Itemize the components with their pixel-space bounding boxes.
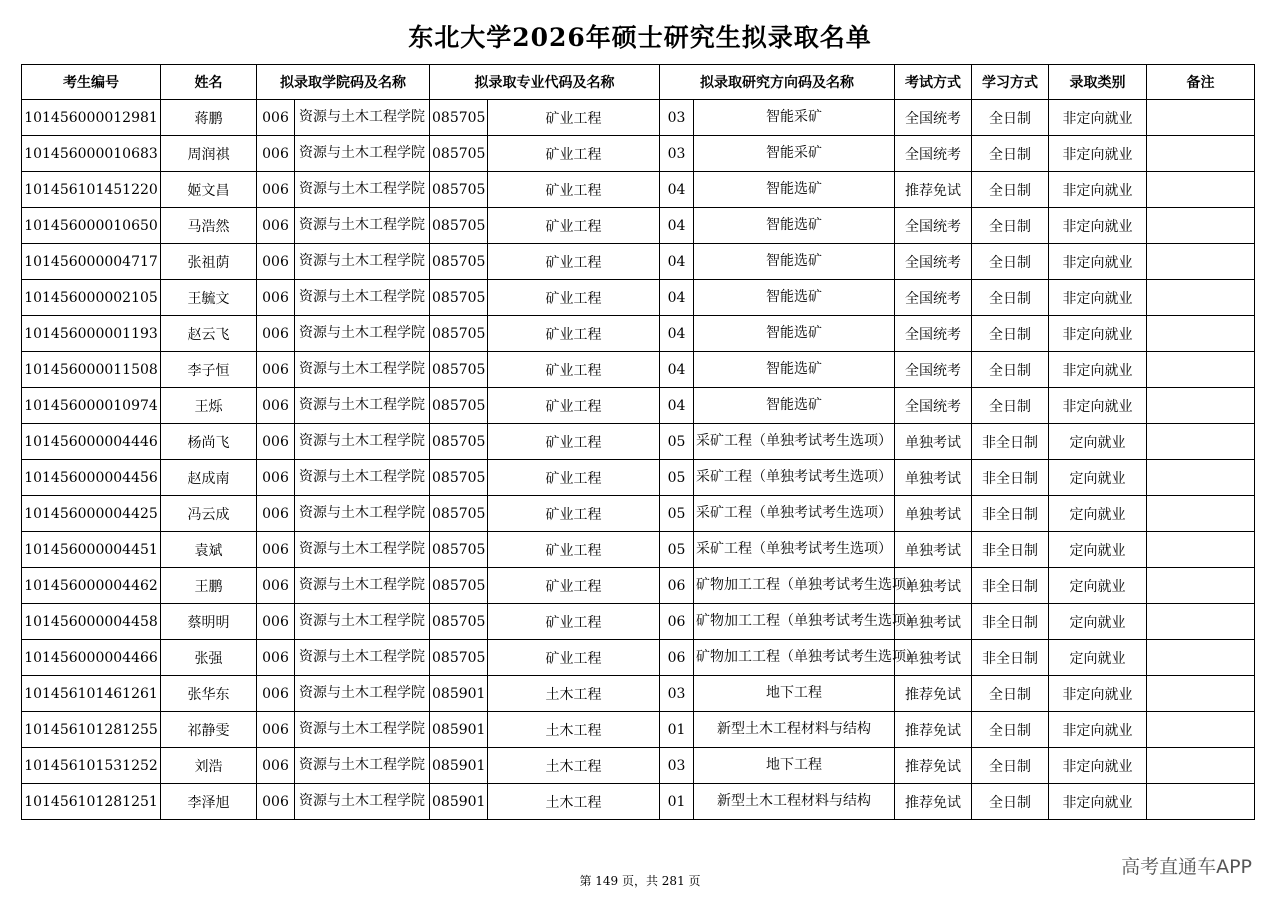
cell-direction-name: 智能采矿 <box>694 100 895 136</box>
cell-major-code: 085705 <box>430 388 488 424</box>
cell-direction-code: 05 <box>660 460 694 496</box>
cell-direction-code: 03 <box>660 136 694 172</box>
cell-major-code: 085705 <box>430 604 488 640</box>
cell-major-name: 土木工程 <box>488 676 660 712</box>
cell-study-mode: 非全日制 <box>972 532 1049 568</box>
cell-major-name: 矿业工程 <box>488 568 660 604</box>
cell-remark <box>1147 352 1255 388</box>
cell-school-name: 资源与土木工程学院 <box>295 388 430 424</box>
cell-major-code: 085705 <box>430 316 488 352</box>
cell-study-mode: 全日制 <box>972 136 1049 172</box>
cell-direction-code: 03 <box>660 100 694 136</box>
cell-major-code: 085705 <box>430 460 488 496</box>
cell-category: 非定向就业 <box>1049 172 1147 208</box>
table-row <box>22 388 1255 424</box>
cell-major-code: 085705 <box>430 136 488 172</box>
table-row <box>22 676 1255 712</box>
cell-category: 定向就业 <box>1049 640 1147 676</box>
cell-direction-name: 采矿工程（单独考试考生选项） <box>694 532 895 568</box>
cell-name: 祁静雯 <box>161 712 257 748</box>
cell-school-code: 006 <box>257 712 295 748</box>
cell-school-name: 资源与土木工程学院 <box>295 460 430 496</box>
cell-name: 蒋鹏 <box>161 100 257 136</box>
cell-major-code: 085705 <box>430 352 488 388</box>
table-row <box>22 208 1255 244</box>
table-body <box>22 100 1255 820</box>
watermark: 高考直通车APP <box>1121 856 1252 878</box>
cell-remark <box>1147 244 1255 280</box>
cell-study-mode: 全日制 <box>972 748 1049 784</box>
cell-direction-name: 采矿工程（单独考试考生选项） <box>694 460 895 496</box>
table-row <box>22 460 1255 496</box>
cell-school-code: 006 <box>257 640 295 676</box>
cell-direction-name: 智能选矿 <box>694 244 895 280</box>
cell-exam-type: 全国统考 <box>895 280 972 316</box>
cell-category: 非定向就业 <box>1049 748 1147 784</box>
cell-major-name: 矿业工程 <box>488 316 660 352</box>
cell-exam-id: 101456000010974 <box>22 388 161 424</box>
cell-category: 非定向就业 <box>1049 136 1147 172</box>
cell-major-code: 085705 <box>430 244 488 280</box>
table-row <box>22 100 1255 136</box>
cell-school-name: 资源与土木工程学院 <box>295 604 430 640</box>
cell-major-name: 矿业工程 <box>488 532 660 568</box>
table-row <box>22 352 1255 388</box>
cell-category: 定向就业 <box>1049 568 1147 604</box>
table-row <box>22 568 1255 604</box>
table-row <box>22 316 1255 352</box>
cell-major-code: 085705 <box>430 424 488 460</box>
cell-direction-name: 采矿工程（单独考试考生选项） <box>694 424 895 460</box>
cell-exam-id: 101456000004717 <box>22 244 161 280</box>
cell-study-mode: 非全日制 <box>972 604 1049 640</box>
cell-school-code: 006 <box>257 568 295 604</box>
cell-study-mode: 全日制 <box>972 244 1049 280</box>
table-row <box>22 604 1255 640</box>
cell-category: 定向就业 <box>1049 532 1147 568</box>
header-study-mode: 学习方式 <box>972 65 1049 100</box>
cell-direction-name: 智能采矿 <box>694 136 895 172</box>
cell-remark <box>1147 172 1255 208</box>
cell-exam-id: 101456000004458 <box>22 604 161 640</box>
cell-exam-id: 101456000004456 <box>22 460 161 496</box>
cell-exam-type: 单独考试 <box>895 568 972 604</box>
cell-major-name: 矿业工程 <box>488 136 660 172</box>
table-row <box>22 280 1255 316</box>
cell-study-mode: 全日制 <box>972 676 1049 712</box>
cell-major-code: 085705 <box>430 208 488 244</box>
header-exam-type: 考试方式 <box>895 65 972 100</box>
cell-name: 张华东 <box>161 676 257 712</box>
cell-name: 冯云成 <box>161 496 257 532</box>
cell-exam-type: 全国统考 <box>895 388 972 424</box>
cell-major-code: 085705 <box>430 172 488 208</box>
cell-school-name: 资源与土木工程学院 <box>295 748 430 784</box>
cell-exam-type: 推荐免试 <box>895 712 972 748</box>
cell-major-name: 矿业工程 <box>488 640 660 676</box>
cell-exam-type: 全国统考 <box>895 208 972 244</box>
page-title: 东北大学2026年硕士研究生拟录取名单 <box>408 23 872 52</box>
cell-major-name: 矿业工程 <box>488 280 660 316</box>
cell-major-code: 085705 <box>430 532 488 568</box>
cell-remark <box>1147 604 1255 640</box>
table-row <box>22 748 1255 784</box>
cell-school-name: 资源与土木工程学院 <box>295 316 430 352</box>
cell-category: 非定向就业 <box>1049 784 1147 820</box>
cell-school-name: 资源与土木工程学院 <box>295 352 430 388</box>
cell-exam-id: 101456000001193 <box>22 316 161 352</box>
cell-exam-type: 单独考试 <box>895 424 972 460</box>
cell-major-name: 土木工程 <box>488 748 660 784</box>
cell-study-mode: 全日制 <box>972 388 1049 424</box>
cell-exam-type: 推荐免试 <box>895 748 972 784</box>
cell-category: 非定向就业 <box>1049 352 1147 388</box>
cell-study-mode: 全日制 <box>972 712 1049 748</box>
cell-school-code: 006 <box>257 388 295 424</box>
page-number-footer: 第 149 页，共 281 页 <box>579 874 701 888</box>
cell-name: 袁斌 <box>161 532 257 568</box>
cell-category: 非定向就业 <box>1049 388 1147 424</box>
cell-major-code: 085901 <box>430 712 488 748</box>
cell-school-name: 资源与土木工程学院 <box>295 496 430 532</box>
cell-exam-type: 推荐免试 <box>895 676 972 712</box>
cell-name: 姬文昌 <box>161 172 257 208</box>
cell-remark <box>1147 388 1255 424</box>
cell-major-code: 085705 <box>430 100 488 136</box>
cell-exam-type: 单独考试 <box>895 460 972 496</box>
cell-exam-type: 全国统考 <box>895 100 972 136</box>
cell-school-name: 资源与土木工程学院 <box>295 136 430 172</box>
cell-category: 定向就业 <box>1049 460 1147 496</box>
cell-name: 刘浩 <box>161 748 257 784</box>
cell-school-name: 资源与土木工程学院 <box>295 640 430 676</box>
cell-remark <box>1147 712 1255 748</box>
cell-name: 蔡明明 <box>161 604 257 640</box>
cell-study-mode: 全日制 <box>972 172 1049 208</box>
cell-direction-name: 新型土木工程材料与结构 <box>694 784 895 820</box>
cell-direction-name: 矿物加工工程（单独考试考生选项） <box>694 568 895 604</box>
cell-exam-type: 全国统考 <box>895 136 972 172</box>
header-name: 姓名 <box>161 65 257 100</box>
cell-direction-code: 05 <box>660 496 694 532</box>
cell-major-name: 矿业工程 <box>488 100 660 136</box>
cell-remark <box>1147 784 1255 820</box>
table-row <box>22 784 1255 820</box>
cell-remark <box>1147 532 1255 568</box>
cell-exam-type: 全国统考 <box>895 316 972 352</box>
cell-direction-code: 04 <box>660 208 694 244</box>
cell-direction-code: 04 <box>660 388 694 424</box>
cell-school-code: 006 <box>257 676 295 712</box>
table-row <box>22 244 1255 280</box>
header-exam-id: 考生编号 <box>22 65 161 100</box>
cell-school-name: 资源与土木工程学院 <box>295 100 430 136</box>
header-direction: 拟录取研究方向码及名称 <box>660 65 895 100</box>
table-row <box>22 136 1255 172</box>
cell-direction-code: 05 <box>660 424 694 460</box>
table-row <box>22 172 1255 208</box>
cell-direction-code: 06 <box>660 604 694 640</box>
cell-exam-type: 单独考试 <box>895 496 972 532</box>
cell-exam-id: 101456000004462 <box>22 568 161 604</box>
cell-direction-name: 矿物加工工程（单独考试考生选项） <box>694 640 895 676</box>
cell-direction-name: 地下工程 <box>694 748 895 784</box>
header-remark: 备注 <box>1147 65 1255 100</box>
cell-school-code: 006 <box>257 244 295 280</box>
cell-category: 非定向就业 <box>1049 280 1147 316</box>
cell-study-mode: 非全日制 <box>972 496 1049 532</box>
cell-remark <box>1147 100 1255 136</box>
cell-direction-code: 04 <box>660 244 694 280</box>
cell-school-code: 006 <box>257 496 295 532</box>
cell-direction-code: 04 <box>660 280 694 316</box>
cell-name: 赵成南 <box>161 460 257 496</box>
cell-major-name: 矿业工程 <box>488 172 660 208</box>
cell-name: 李子恒 <box>161 352 257 388</box>
cell-remark <box>1147 496 1255 532</box>
cell-school-code: 006 <box>257 316 295 352</box>
cell-study-mode: 非全日制 <box>972 460 1049 496</box>
cell-name: 马浩然 <box>161 208 257 244</box>
cell-direction-name: 智能选矿 <box>694 316 895 352</box>
admission-table <box>21 64 1255 820</box>
cell-school-name: 资源与土木工程学院 <box>295 568 430 604</box>
cell-school-code: 006 <box>257 100 295 136</box>
cell-exam-id: 101456101281251 <box>22 784 161 820</box>
cell-study-mode: 非全日制 <box>972 640 1049 676</box>
cell-direction-code: 03 <box>660 748 694 784</box>
table-row <box>22 712 1255 748</box>
cell-school-name: 资源与土木工程学院 <box>295 208 430 244</box>
cell-school-name: 资源与土木工程学院 <box>295 424 430 460</box>
cell-category: 非定向就业 <box>1049 712 1147 748</box>
cell-school-code: 006 <box>257 208 295 244</box>
cell-remark <box>1147 316 1255 352</box>
cell-study-mode: 非全日制 <box>972 424 1049 460</box>
cell-school-code: 006 <box>257 136 295 172</box>
cell-major-name: 矿业工程 <box>488 352 660 388</box>
cell-study-mode: 全日制 <box>972 208 1049 244</box>
header-major: 拟录取专业代码及名称 <box>430 65 660 100</box>
cell-direction-name: 智能选矿 <box>694 280 895 316</box>
cell-name: 王毓文 <box>161 280 257 316</box>
cell-school-code: 006 <box>257 748 295 784</box>
cell-direction-code: 06 <box>660 640 694 676</box>
cell-exam-id: 101456000011508 <box>22 352 161 388</box>
cell-exam-type: 推荐免试 <box>895 172 972 208</box>
cell-category: 非定向就业 <box>1049 676 1147 712</box>
cell-category: 定向就业 <box>1049 424 1147 460</box>
cell-exam-id: 101456000012981 <box>22 100 161 136</box>
cell-direction-name: 新型土木工程材料与结构 <box>694 712 895 748</box>
cell-school-name: 资源与土木工程学院 <box>295 244 430 280</box>
cell-school-code: 006 <box>257 424 295 460</box>
cell-name: 杨尚飞 <box>161 424 257 460</box>
table-row <box>22 424 1255 460</box>
cell-school-name: 资源与土木工程学院 <box>295 280 430 316</box>
cell-exam-id: 101456000010650 <box>22 208 161 244</box>
cell-direction-name: 智能选矿 <box>694 388 895 424</box>
cell-direction-code: 04 <box>660 316 694 352</box>
cell-exam-type: 全国统考 <box>895 352 972 388</box>
cell-exam-id: 101456101531252 <box>22 748 161 784</box>
cell-major-name: 土木工程 <box>488 712 660 748</box>
cell-study-mode: 全日制 <box>972 784 1049 820</box>
cell-major-name: 土木工程 <box>488 784 660 820</box>
cell-remark <box>1147 136 1255 172</box>
cell-major-code: 085705 <box>430 640 488 676</box>
cell-exam-type: 全国统考 <box>895 244 972 280</box>
cell-school-name: 资源与土木工程学院 <box>295 532 430 568</box>
cell-study-mode: 全日制 <box>972 280 1049 316</box>
cell-study-mode: 全日制 <box>972 316 1049 352</box>
cell-school-code: 006 <box>257 604 295 640</box>
cell-name: 李泽旭 <box>161 784 257 820</box>
cell-major-name: 矿业工程 <box>488 424 660 460</box>
table-header-row <box>22 65 1255 100</box>
cell-direction-code: 04 <box>660 172 694 208</box>
table-row <box>22 496 1255 532</box>
cell-direction-code: 01 <box>660 784 694 820</box>
cell-direction-code: 04 <box>660 352 694 388</box>
table-row <box>22 532 1255 568</box>
cell-major-name: 矿业工程 <box>488 388 660 424</box>
cell-name: 张强 <box>161 640 257 676</box>
cell-exam-id: 101456000004446 <box>22 424 161 460</box>
cell-exam-id: 101456000010683 <box>22 136 161 172</box>
cell-direction-name: 智能选矿 <box>694 208 895 244</box>
cell-category: 非定向就业 <box>1049 316 1147 352</box>
cell-category: 定向就业 <box>1049 604 1147 640</box>
cell-major-code: 085901 <box>430 676 488 712</box>
cell-major-code: 085705 <box>430 280 488 316</box>
cell-major-code: 085705 <box>430 568 488 604</box>
cell-direction-code: 05 <box>660 532 694 568</box>
cell-category: 非定向就业 <box>1049 208 1147 244</box>
cell-direction-code: 01 <box>660 712 694 748</box>
cell-study-mode: 全日制 <box>972 100 1049 136</box>
cell-remark <box>1147 676 1255 712</box>
table-row <box>22 640 1255 676</box>
cell-category: 非定向就业 <box>1049 244 1147 280</box>
cell-major-code: 085901 <box>430 784 488 820</box>
cell-major-name: 矿业工程 <box>488 244 660 280</box>
cell-remark <box>1147 568 1255 604</box>
cell-study-mode: 非全日制 <box>972 568 1049 604</box>
cell-major-code: 085705 <box>430 496 488 532</box>
cell-school-name: 资源与土木工程学院 <box>295 712 430 748</box>
cell-direction-code: 06 <box>660 568 694 604</box>
cell-category: 定向就业 <box>1049 496 1147 532</box>
cell-name: 赵云飞 <box>161 316 257 352</box>
cell-remark <box>1147 280 1255 316</box>
cell-exam-id: 101456101281255 <box>22 712 161 748</box>
cell-remark <box>1147 748 1255 784</box>
cell-major-name: 矿业工程 <box>488 604 660 640</box>
cell-major-name: 矿业工程 <box>488 208 660 244</box>
header-school: 拟录取学院码及名称 <box>257 65 430 100</box>
cell-direction-name: 智能选矿 <box>694 172 895 208</box>
cell-exam-id: 101456000002105 <box>22 280 161 316</box>
cell-school-name: 资源与土木工程学院 <box>295 676 430 712</box>
cell-direction-name: 采矿工程（单独考试考生选项） <box>694 496 895 532</box>
cell-exam-type: 单独考试 <box>895 532 972 568</box>
cell-exam-type: 单独考试 <box>895 640 972 676</box>
cell-exam-id: 101456101461261 <box>22 676 161 712</box>
cell-school-name: 资源与土木工程学院 <box>295 784 430 820</box>
cell-remark <box>1147 460 1255 496</box>
cell-name: 周润祺 <box>161 136 257 172</box>
cell-exam-id: 101456000004451 <box>22 532 161 568</box>
cell-direction-name: 智能选矿 <box>694 352 895 388</box>
cell-major-name: 矿业工程 <box>488 460 660 496</box>
cell-remark <box>1147 640 1255 676</box>
cell-name: 王鹏 <box>161 568 257 604</box>
cell-exam-type: 单独考试 <box>895 604 972 640</box>
cell-school-code: 006 <box>257 172 295 208</box>
cell-direction-name: 地下工程 <box>694 676 895 712</box>
cell-direction-name: 矿物加工工程（单独考试考生选项） <box>694 604 895 640</box>
cell-school-code: 006 <box>257 460 295 496</box>
cell-remark <box>1147 424 1255 460</box>
cell-school-name: 资源与土木工程学院 <box>295 172 430 208</box>
cell-school-code: 006 <box>257 280 295 316</box>
cell-name: 王烁 <box>161 388 257 424</box>
cell-exam-id: 101456101451220 <box>22 172 161 208</box>
cell-remark <box>1147 208 1255 244</box>
cell-major-name: 矿业工程 <box>488 496 660 532</box>
cell-exam-type: 推荐免试 <box>895 784 972 820</box>
cell-name: 张祖荫 <box>161 244 257 280</box>
cell-study-mode: 全日制 <box>972 352 1049 388</box>
cell-school-code: 006 <box>257 532 295 568</box>
cell-major-code: 085901 <box>430 748 488 784</box>
cell-category: 非定向就业 <box>1049 100 1147 136</box>
cell-exam-id: 101456000004466 <box>22 640 161 676</box>
cell-direction-code: 03 <box>660 676 694 712</box>
cell-school-code: 006 <box>257 784 295 820</box>
cell-school-code: 006 <box>257 352 295 388</box>
header-category: 录取类别 <box>1049 65 1147 100</box>
cell-exam-id: 101456000004425 <box>22 496 161 532</box>
